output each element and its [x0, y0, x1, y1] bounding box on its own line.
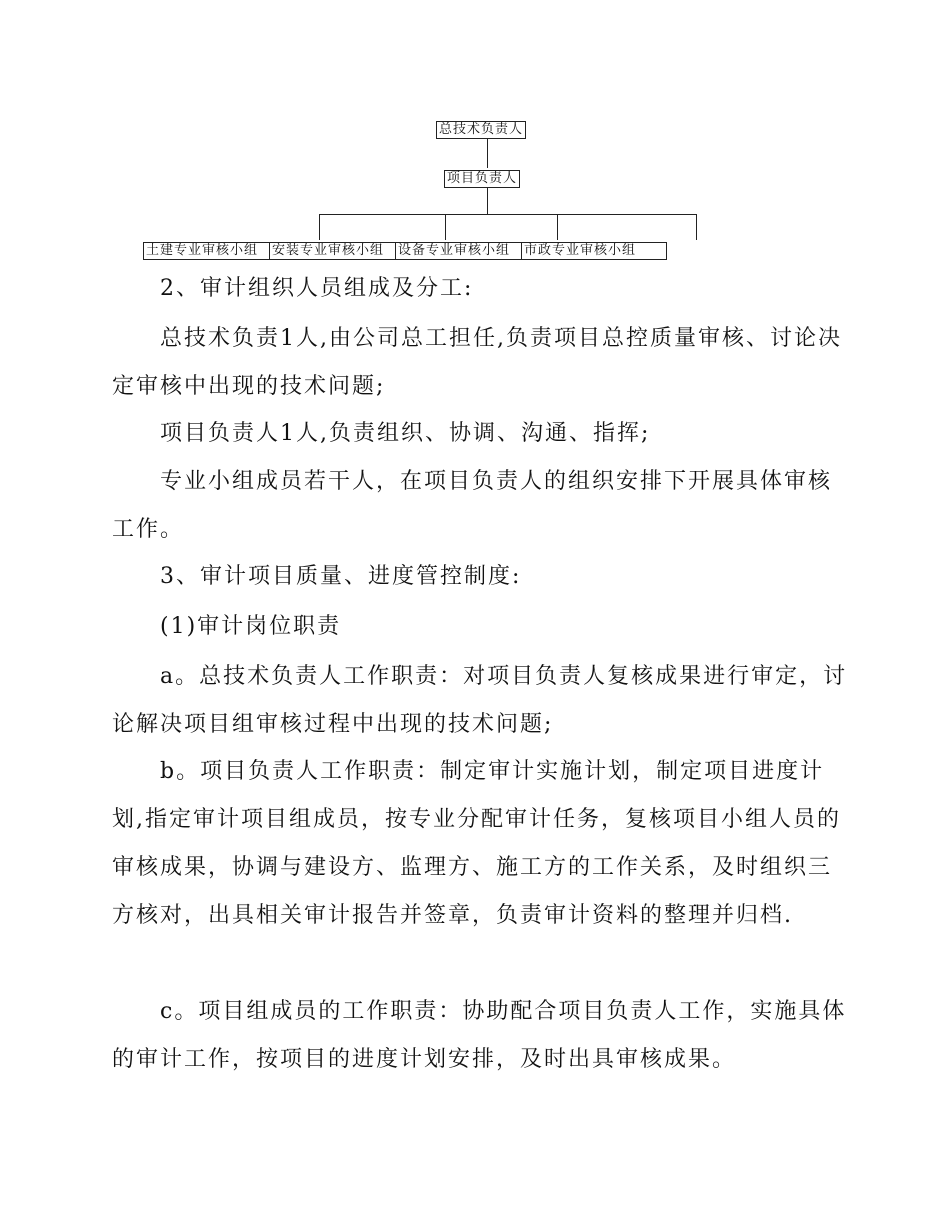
section-2-heading: 2、审计组织人员组成及分工: — [160, 276, 474, 301]
duty-item-b: b。项目负责人工作职责：制定审计实施计划，制定项目进度计划,指定审计项目组成员，按专业分配审计任务，复核项目小组人员的审核成果，协调与建设方、监理方、施工方的工作关系，及时组织三方核对，出具相关审计报告并签章，负责审计资料的整理并归档. — [112, 759, 841, 928]
org-box-install-group: 安装专业审核小组 — [269, 242, 397, 260]
paragraph-members-role: 专业小组成员若干人，在项目负责人的组织安排下开展具体审核工作。 — [112, 469, 833, 542]
paragraph-chief-role: 总技术负责1人,由公司总工担任,负责项目总控质量审核、讨论决定审核中出现的技术问题; — [112, 326, 842, 399]
org-connector — [487, 188, 488, 214]
org-box-project-lead: 项目负责人 — [444, 170, 520, 188]
org-connector — [445, 214, 446, 240]
org-chart — [0, 0, 950, 270]
org-box-equipment-group: 设备专业审核小组 — [395, 242, 523, 260]
org-box-municipal-group: 市政专业审核小组 — [521, 242, 667, 260]
section-3-heading: 3、审计项目质量、进度管控制度: — [160, 564, 522, 589]
org-connector — [319, 214, 320, 240]
org-branch-bar — [319, 214, 697, 215]
subsection-heading: (1)审计岗位职责 — [160, 614, 342, 639]
paragraph-lead-role: 项目负责人1人,负责组织、协调、沟通、指挥; — [160, 421, 651, 446]
org-box-civil-group: 土建专业审核小组 — [143, 242, 271, 260]
org-connector — [696, 214, 697, 240]
duty-item-a: a。总技术负责人工作职责：对项目负责人复核成果进行审定，讨论解决项目组审核过程中出现的技术问题; — [112, 664, 848, 737]
org-box-chief-engineer: 总技术负责人 — [436, 121, 526, 139]
duty-item-c: c。项目组成员的工作职责：协助配合项目负责人工作，实施具体的审计工作，按项目的进度计划安排，及时出具审核成果。 — [112, 999, 847, 1072]
org-connector — [487, 139, 488, 168]
org-connector — [557, 214, 558, 240]
